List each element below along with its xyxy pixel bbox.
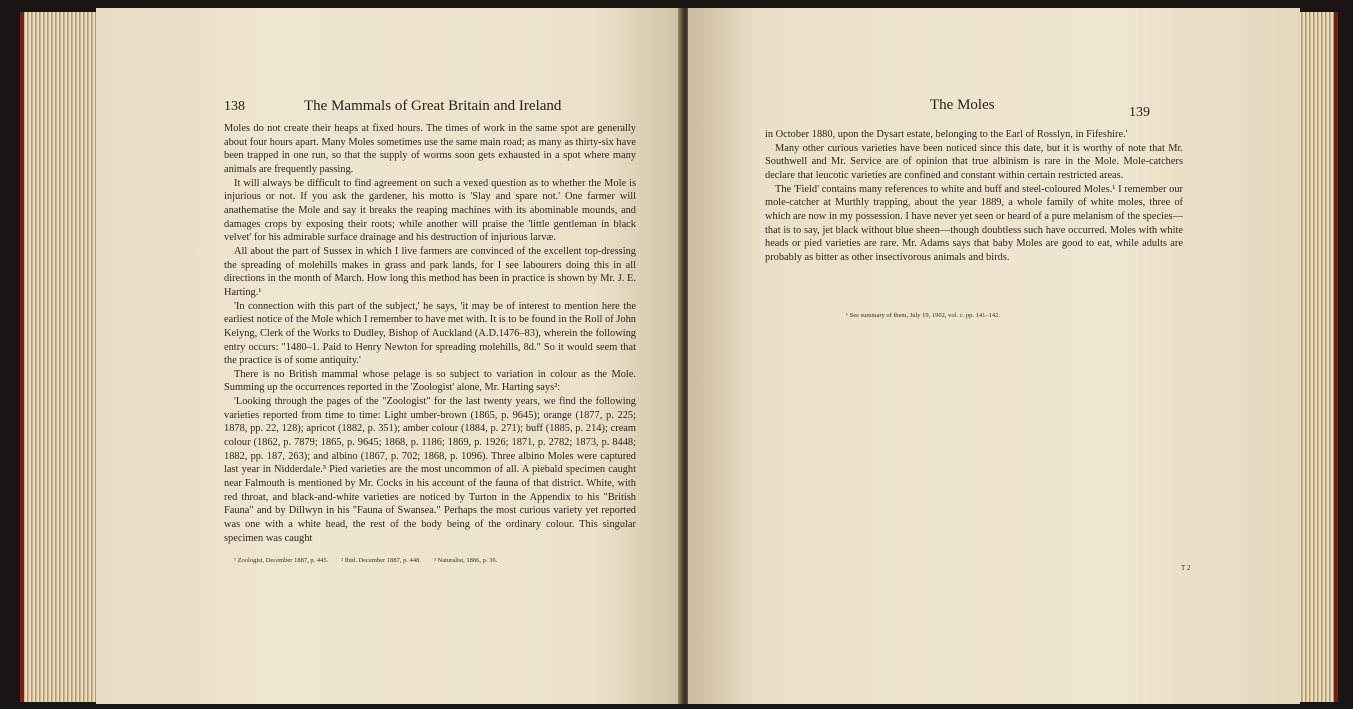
left-folio: 138 <box>224 99 245 114</box>
right-body <box>765 128 1183 265</box>
paragraph: All about the part of Sussex in which I live farmers are convinced of the excellent top-dressing the spreading of molehills makes in grass and park lands, for I see labourers doing this in all directions in the month of March. How long this method has been in practice is shown by Mr. J. E. Harting.¹ <box>224 245 636 298</box>
left-body <box>224 122 636 545</box>
left-header <box>224 98 636 115</box>
page-edges-right <box>1298 12 1338 702</box>
paragraph: Many other curious varieties have been noticed since this date, but it is worthy of note that Mr. Southwell and Mr. Service are of opinion that true albinism is rare in the Mole. Mole-catchers declare that leucotic varieties are confined and constant within certain restricted areas. <box>765 142 1183 181</box>
right-folio: 139 <box>1129 105 1150 120</box>
paragraph: It will always be difficult to find agreement on such a vexed question as to whether the Mole is injurious or not. If you ask the gardener, his motto is 'Slay and spare not.' One farmer will anathematise the Mole and say it breaks the reaping machines with its abominable mounds, and damages crops by exposing their roots; while another will praise the 'little gentleman in black velvet' for his admirable surface drainage and his destruction of injurious larvæ. <box>224 177 636 244</box>
paragraph: 'In connection with this part of the subject,' he says, 'it may be of interest to mention here the earliest notice of the Mole which I remember to have met with. It is to be found in the Roll of John Kelyng, Clerk of the Works to Dudley, Bishop of Auckland (A.D.1476–83), wherein the following entry occurs: "1480–1. Paid to Henry Newton for spreading molehills, 8d." So it would seem that the practice is of some antiquity.' <box>224 300 636 367</box>
left-running-head: The Mammals of Great Britain and Ireland <box>304 98 562 114</box>
left-footnotes: ¹ Zoologist, December 1887, p. 445. ² Ibid. December 1887, p. 448. ³ Naturalist, 1886, p. 36. <box>234 557 498 564</box>
open-book <box>20 8 1338 704</box>
signature-mark: T 2 <box>1181 564 1191 572</box>
paragraph: in October 1880, upon the Dysart estate, belonging to the Earl of Rosslyn, in Fifeshire.' <box>765 129 1128 140</box>
page-edges-left <box>20 12 98 702</box>
paragraph: There is no British mammal whose pelage is so subject to variation in colour as the Mole. Summing up the occurrences reported in the 'Zoologist' alone, Mr. Harting says²: <box>224 368 636 394</box>
paragraph: Moles do not create their heaps at fixed hours. The times of work in the same spot are generally about four hours apart. Many Moles sometimes use the same main road; as many as thirty-six have been trapped in one run, so that the supply of worms soon gets exhausted in a spot where many animals are frequently passing. <box>224 123 636 175</box>
right-footnote: ¹ See summary of them, July 19, 1902, vol. c. pp. 141–142. <box>846 312 1000 319</box>
right-page <box>688 8 1300 704</box>
left-page <box>96 8 682 704</box>
paragraph: 'Looking through the pages of the "Zoologist" for the last twenty years, we find the following varieties reported from time to time: Light umber-brown (1865, p. 9645); orange (1877, p. 225; 1878, pp. 22, 128); apricot (1882, p. 351); amber colour (1884, p. 271); buff (1885, p. 214); cream colour (1862, p. 7879; 1865, p. 9645; 1868, p. 1186; 1869, p. 1926; 1871, p. 2782; 1873, p. 8448; 1882, pp. 187, 263); and albino (1867, p. 702; 1868, p. 1096). Three albino Moles were captured last year in Nidderdale.³ Pied varieties are the most uncommon of all. A piebald specimen caught near Falmouth is mentioned by Mr. Cocks in his account of the fauna of that district. White, with red throat, and black-and-white varieties are noticed by Turton in the Appendix to his "British Fauna" and by Dillwyn in his "Fauna of Swansea." Perhaps the most curious variety yet reported was one with a white head, the rest of the body being of the ordinary colour. This singular specimen was caught <box>224 396 636 544</box>
paragraph: The 'Field' contains many references to white and buff and steel-coloured Moles.¹ I remember our mole-catcher at Murthly trapping, about the year 1889, a whole family of white moles, three of which are now in my possession. I have never yet seen or heard of a pure melanism of the species—that is to say, jet black without blue sheen—though doubtless such have occurred. Moles with white heads or pied varieties are rare. Mr. Adams says that baby Moles are good to eat, while adults are probably as bitter as other insectivorous animals and birds. <box>765 183 1183 263</box>
right-running-head: The Moles <box>930 97 995 113</box>
